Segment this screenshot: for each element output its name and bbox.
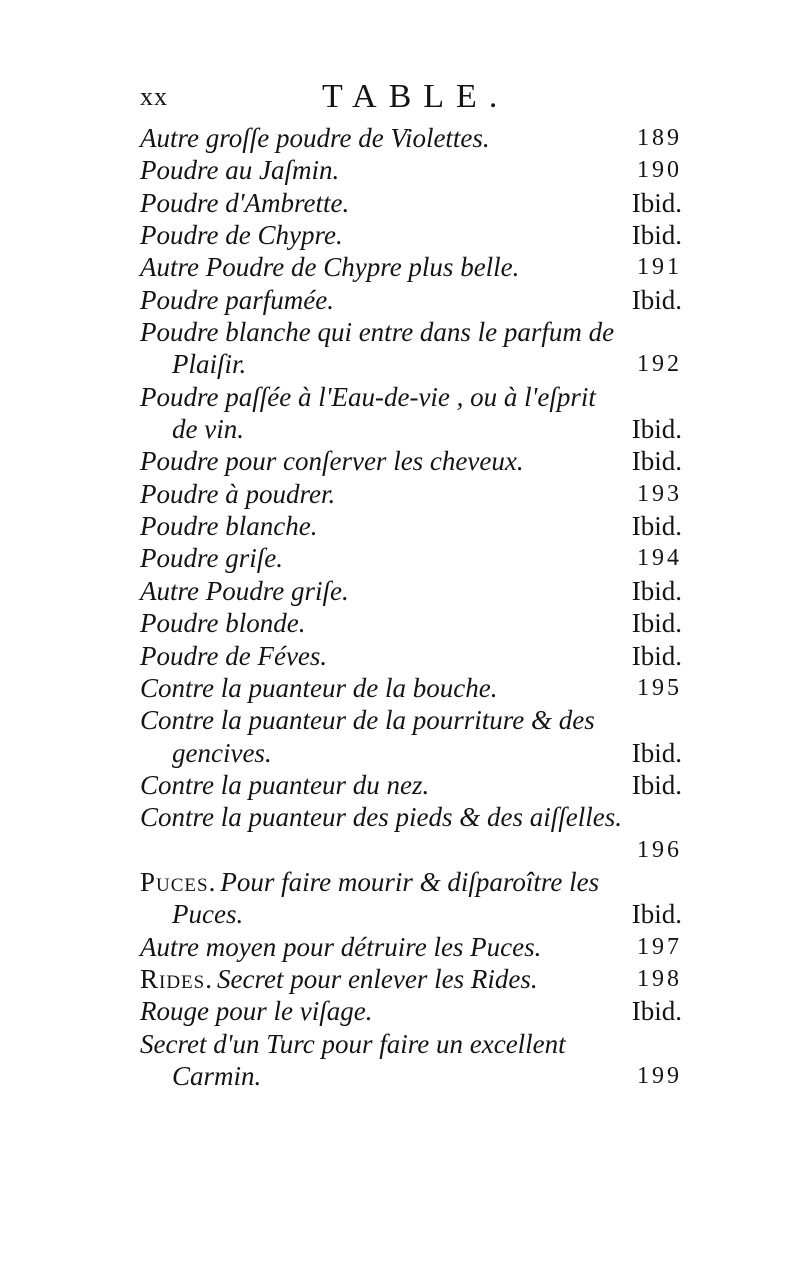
entry-text: [140, 801, 622, 833]
page-reference: Ibid.: [631, 220, 682, 251]
entry-text: [140, 445, 524, 477]
entry-text: [172, 413, 244, 445]
entry-title: Rouge pour le viſage.: [140, 996, 373, 1027]
entry-text: [140, 607, 305, 639]
entry-title: Poudre blanche qui entre dans le parfum de: [140, 317, 615, 348]
page-reference: Ibid.: [631, 640, 682, 671]
page-reference: Ibid.: [631, 187, 682, 218]
entry-title: Poudre de Féves.: [140, 640, 328, 671]
entry-text: [172, 1060, 261, 1092]
toc-entry: [140, 154, 682, 186]
page-reference: Ibid.: [631, 414, 682, 445]
page-reference: 199: [637, 1062, 682, 1089]
toc-entry: [140, 510, 682, 542]
page-reference: 197: [637, 933, 682, 960]
toc-entry: [140, 834, 682, 866]
toc-entry: [140, 284, 682, 316]
entry-title: Puces.: [172, 899, 244, 930]
toc-entry: [140, 445, 682, 477]
entry-title: Poudre blonde.: [140, 608, 306, 639]
folio-number: xx: [140, 82, 168, 111]
page-reference: 194: [637, 545, 682, 572]
entry-title: Contre la puanteur de la pourriture & des: [140, 705, 595, 736]
entry-title: Pour faire mourir & diſparoître les: [220, 866, 600, 897]
page-reference: Ibid.: [631, 446, 682, 477]
toc-entry: [140, 478, 682, 510]
toc-entry: [140, 672, 682, 704]
table-of-contents: [140, 122, 682, 1092]
entry-title: gencives.: [172, 737, 272, 768]
entry-text: [140, 284, 334, 316]
toc-entry: [140, 1028, 682, 1060]
entry-text: [172, 737, 272, 769]
entry-title: Plaiſir.: [172, 349, 247, 380]
toc-entry: [140, 219, 682, 251]
entry-title: Contre la puanteur de la bouche.: [140, 672, 498, 703]
entry-title: Poudre paſſée à l'Eau-de-vie , ou à l'eſprit: [140, 381, 596, 412]
entry-text: [140, 219, 343, 251]
page-reference: Ibid.: [631, 575, 682, 606]
page-reference: Ibid.: [631, 996, 682, 1027]
toc-entry: [140, 381, 682, 413]
entry-title: Poudre à poudrer.: [140, 478, 336, 509]
entry-text: [140, 478, 335, 510]
entry-text: [140, 931, 541, 963]
entry-text: [140, 1028, 566, 1060]
entry-text: [140, 640, 327, 672]
page-reference: Ibid.: [631, 899, 682, 930]
entry-title: Poudre blanche.: [140, 511, 318, 542]
entry-text: [140, 381, 596, 413]
toc-entry: [140, 801, 682, 833]
toc-entry: [140, 575, 682, 607]
entry-title: Autre groſſe poudre de Violettes.: [140, 123, 490, 153]
entry-text: [140, 510, 317, 542]
entry-title: Poudre griſe.: [140, 543, 283, 574]
entry-title: Poudre de Chypre.: [140, 220, 343, 251]
entry-title: Autre moyen pour détruire les Puces.: [140, 931, 542, 962]
entry-text: [172, 348, 246, 380]
toc-entry: [140, 898, 682, 930]
entry-text: [140, 995, 372, 1027]
entry-text: [140, 187, 349, 219]
page-reference: Ibid.: [631, 737, 682, 768]
toc-entry: [140, 187, 682, 219]
toc-entry: [140, 769, 682, 801]
entry-text: [140, 769, 429, 801]
entry-text: [140, 866, 599, 898]
page-reference: 196: [637, 836, 682, 863]
entry-title: Autre Poudre griſe.: [140, 575, 349, 606]
entry-title: Secret d'un Turc pour faire un excellent: [140, 1028, 566, 1059]
page-reference: 195: [637, 674, 682, 701]
entry-text: [140, 704, 595, 736]
entry-title: Poudre pour conſerver les cheveux.: [140, 446, 524, 477]
running-title: TABLE.: [322, 78, 510, 115]
page-reference: 190: [637, 157, 682, 184]
page-reference: Ibid.: [631, 769, 682, 800]
entry-text: [140, 542, 283, 574]
page-reference: 192: [637, 351, 682, 378]
toc-entry: [140, 316, 682, 348]
entry-text: [140, 251, 519, 283]
toc-entry: [140, 963, 682, 995]
toc-entry: [140, 737, 682, 769]
page-reference: 193: [637, 480, 682, 507]
page-header: [140, 78, 682, 120]
toc-entry: [140, 413, 682, 445]
toc-entry: [140, 542, 682, 574]
section-heading: Rides.: [140, 963, 213, 994]
toc-entry: [140, 995, 682, 1027]
toc-entry: [140, 1060, 682, 1092]
entry-text: [140, 672, 497, 704]
toc-entry: [140, 607, 682, 639]
page-reference: Ibid.: [631, 284, 682, 315]
entry-title: Autre Poudre de Chypre plus belle.: [140, 252, 520, 283]
entry-text: [140, 963, 538, 995]
toc-entry: [140, 348, 682, 380]
entry-text: [140, 316, 614, 348]
page-reference: 191: [637, 254, 682, 281]
page-reference: Ibid.: [631, 608, 682, 639]
toc-entry: [140, 251, 682, 283]
page-reference: 198: [637, 965, 682, 992]
page-reference: 189: [637, 125, 682, 151]
toc-entry: [140, 640, 682, 672]
entry-text: [140, 575, 349, 607]
toc-entry: [140, 866, 682, 898]
entry-title: Poudre parfumée.: [140, 284, 334, 315]
entry-title: Poudre d'Ambrette.: [140, 187, 350, 218]
entry-title: de vin.: [172, 414, 244, 445]
entry-title: Secret pour enlever les Rides.: [216, 963, 538, 994]
entry-title: Carmin.: [172, 1060, 262, 1091]
entry-title: Contre la puanteur du nez.: [140, 769, 430, 800]
toc-entry: [140, 704, 682, 736]
entry-text: [140, 122, 490, 154]
entry-text: [140, 154, 339, 186]
section-heading: Puces.: [140, 866, 217, 897]
page-reference: Ibid.: [631, 511, 682, 542]
toc-entry: [140, 122, 682, 154]
entry-title: Contre la puanteur des pieds & des aiſſelles.: [140, 802, 622, 833]
entry-title: Poudre au Jaſmin.: [140, 155, 340, 186]
entry-text: [172, 898, 243, 930]
toc-entry: [140, 931, 682, 963]
